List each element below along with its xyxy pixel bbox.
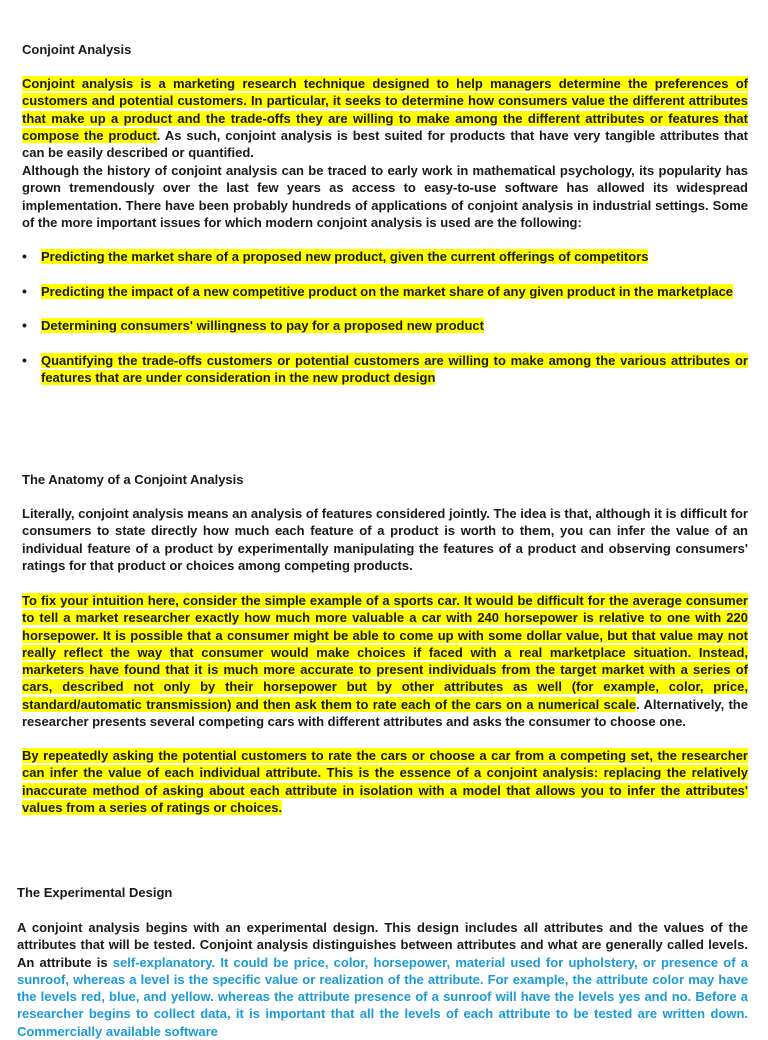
section-heading-conjoint-analysis: Conjoint Analysis (22, 42, 132, 57)
bullet-icon: • (22, 248, 27, 264)
paragraph-history: Although the history of conjoint analysis can be traced to early work in mathematical psychology, its popularity has grown tremendously over the last few years as access to easy-to-use software has allowed its widespread implementation. There have been probably hundreds of applications of conjoint analysis in industrial settings. Some of the more important issues for which modern conjoint analysis is used are the following: (22, 163, 748, 230)
bullet-item (22, 283, 748, 300)
bullet-item (22, 352, 748, 387)
bullet-icon: • (22, 352, 27, 368)
section-heading-anatomy: The Anatomy of a Conjoint Analysis (22, 472, 244, 487)
paragraph-experimental-design (17, 919, 748, 1040)
bullet-text: Predicting the market share of a proposed new product, given the current offerings of competitors (41, 249, 649, 264)
section-heading-experimental-design: The Experimental Design (17, 885, 173, 900)
paragraph-text: . Alternatively, the researcher presents several competing cars with different attributes and asks the consumer to choose one. (22, 696, 748, 730)
bullet-text: Quantifying the trade-offs customers or potential customers are willing to make among the various attributes or features that are under consideration in the new product design (41, 353, 748, 386)
highlighted-text: By repeatedly asking the potential customers to rate the cars or choose a car from a competing set, the researcher can infer the value of each individual attribute. This is the essence of a conjoint analysis: replacing the relatively inaccurate method of asking about each attribute in isolation with a model that allows you to infer the attributes' values from a series of ratings or choices. (22, 748, 748, 815)
bullet-text: Determining consumers' willingness to pay for a proposed new product (41, 318, 484, 333)
bullet-icon: • (22, 283, 27, 299)
paragraph-text: A conjoint analysis begins with an experimental design. This design includes all attributes and the values of the attributes that will be tested. Conjoint analysis distinguishes between attributes and what are generally called levels. An attribute is (17, 920, 748, 970)
highlighted-text: Conjoint analysis is a marketing research technique designed to help managers determine the preferences of customers and potential customers. In particular, it seeks to determine how consumers value the different attributes that make up a product and the trade-offs they are willing to make among the different attributes or features that compose the product (22, 76, 748, 143)
bullet-item (22, 317, 748, 334)
paragraph-literal-meaning: Literally, conjoint analysis means an analysis of features considered jointly. The idea is that, although it is difficult for consumers to state directly how much each feature of a product is worth to them, you can infer the value of an individual feature of a product by experimentally manipulating the features of a product and observing consumers' ratings for that product or choices among competing products. (22, 506, 748, 573)
paragraph-sports-car-example (22, 592, 748, 730)
highlighted-text: To fix your intuition here, consider the simple example of a sports car. It would be difficult for the average consumer to tell a market researcher exactly how much more valuable a car with 240 horsepower is relative to one with 220 horsepower. It is possible that a consumer might be able to come up with some dollar value, but that value may not really reflect the way that consumer would make choices if faced with a real marketplace situation. Instead, marketers have found that it is much more accurate to present individuals from the target market with a series of cars, described not only by their horsepower but by other attributes as well (for example, color, price, standard/automatic transmission) and then ask them to rate each of the cars on a numerical scale (22, 593, 748, 712)
bullet-text: Predicting the impact of a new competitive product on the market share of any given product in the marketplace (41, 284, 734, 299)
paragraph-text: . As such, conjoint analysis is best suited for products that have very tangible attributes that can be easily described or quantified. (22, 127, 748, 161)
blue-text: self-explanatory. It could be price, color, horsepower, material used for upholstery, or presence of a sunroof, whereas a level is the specific value or realization of the attribute. For example, the attribute color may have the levels red, blue, and yellow. whereas the attribute presence of a sunroof will have the levels yes and no. Before a researcher begins to collect data, it is important that all the levels of each attribute to be tested are written down. Commercially available software (17, 954, 748, 1039)
paragraph-definition (22, 75, 748, 161)
paragraph-essence (22, 747, 748, 816)
bullet-item (22, 248, 748, 265)
bullet-icon: • (22, 317, 27, 333)
